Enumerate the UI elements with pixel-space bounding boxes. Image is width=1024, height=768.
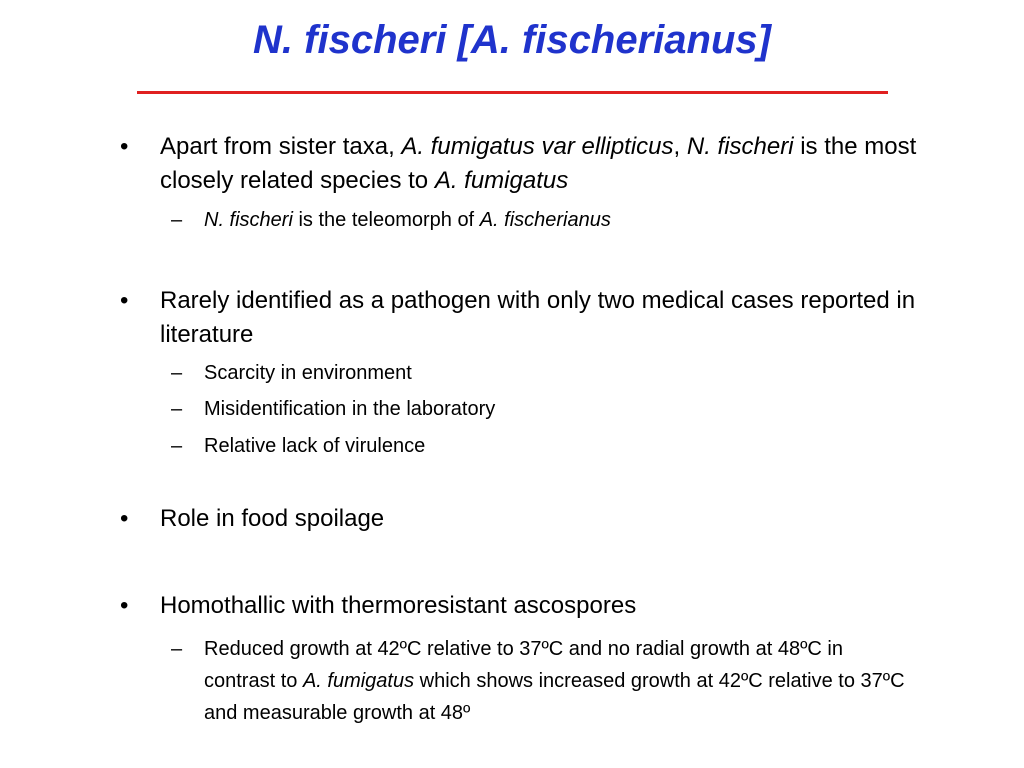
sub-bullet-text: Misidentification in the laboratory [204, 398, 496, 420]
dash-marker: – [171, 435, 183, 457]
sub-bullet-item [171, 430, 911, 462]
bullet-text: Rarely identified as a pathogen with only two medical cases reported in literature [160, 287, 916, 348]
sub-bullet-text: Relative lack of virulence [204, 435, 426, 457]
bullet-item [120, 502, 920, 536]
text-run: is the most closely related species to [160, 133, 917, 194]
bullet-marker: • [120, 287, 129, 314]
sub-bullet-item [171, 633, 911, 729]
species-name: A. fumigatus var ellipticus [401, 133, 674, 160]
sub-bullet-text [204, 633, 911, 729]
text-run: Apart from sister taxa, [160, 133, 402, 160]
slide-title: N. fischeri [A. fischerianus] [253, 18, 771, 62]
sub-bullet-item [171, 204, 911, 236]
bullet-item [120, 589, 920, 623]
sub-bullet-text: Scarcity in environment [204, 362, 412, 384]
bullet-text [160, 130, 920, 198]
text-run: Reduced growth at 42ºC relative to 37ºC and no radial growth at 48ºC in contrast to [204, 638, 843, 692]
species-name: A. fischerianus [479, 209, 611, 231]
sub-bullet-text [204, 204, 911, 236]
bullet-marker: • [120, 592, 129, 619]
dash-marker: – [171, 398, 183, 420]
sub-bullet-item [171, 357, 911, 389]
species-name: A. fumigatus [302, 670, 415, 692]
species-name: N. fischeri [204, 209, 293, 231]
bullet-text: Role in food spoilage [160, 505, 385, 532]
sub-bullet-item [171, 393, 911, 425]
species-name: N. fischeri [686, 133, 794, 160]
dash-marker: – [171, 209, 183, 231]
bullet-marker: • [120, 133, 129, 160]
bullet-marker: • [120, 505, 129, 532]
species-name: A. fumigatus [434, 167, 569, 194]
title-underline-rule [137, 91, 888, 94]
text-run: is the teleomorph of [292, 209, 480, 231]
dash-marker: – [171, 362, 183, 384]
text-run: which shows increased growth at 42ºC relative to 37ºC and measurable growth at 48º [204, 670, 905, 724]
bullet-item [120, 130, 920, 198]
bullet-text: Homothallic with thermoresistant ascospores [160, 592, 637, 619]
bullet-item [120, 284, 920, 352]
text-run: , [673, 133, 687, 160]
dash-marker: – [171, 638, 183, 660]
